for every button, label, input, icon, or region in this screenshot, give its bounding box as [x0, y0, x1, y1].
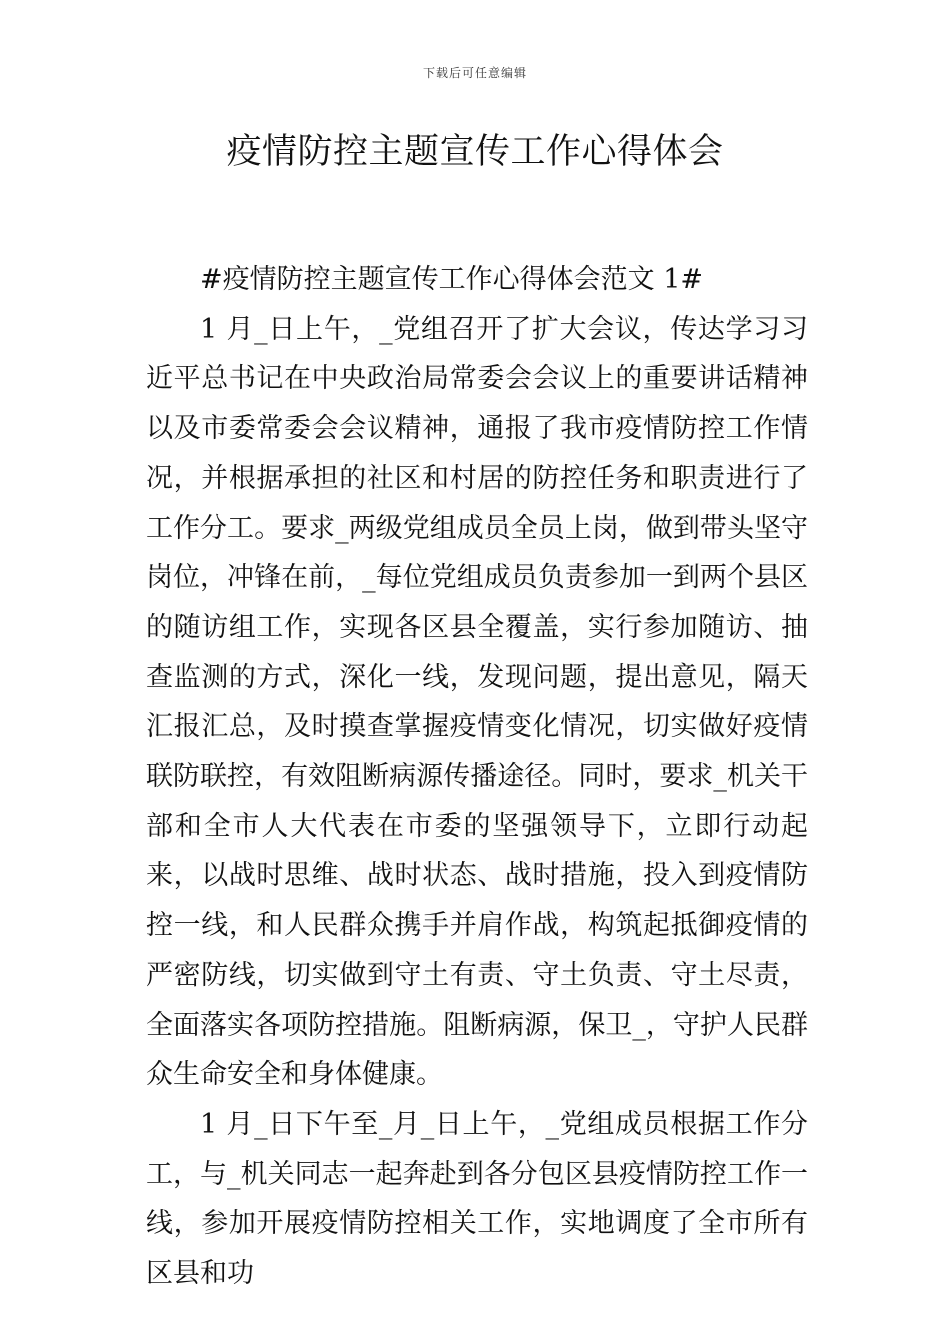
document-body: [146, 255, 808, 1299]
document-title: 疫情防控主题宣传工作心得体会: [226, 132, 724, 172]
section-heading: #疫情防控主题宣传工作心得体会范文 1#: [200, 264, 704, 295]
body-paragraph: 1 月_日下午至_月_日上午，_党组成员根据工作分工，与_机关同志一起奔赴到各分包区县疫情防控工作一线，参加开展疫情防控相关工作，实地调度了全市所有区县和功: [146, 1108, 808, 1290]
body-paragraph: 1 月_日上午，_党组召开了扩大会议，传达学习习近平总书记在中央政治局常委会会议上的重要讲话精神以及市委常委会会议精神，通报了我市疫情防控工作情况，并根据承担的社区和村居的防控任务和职责进行了工作分工。要求_两级党组成员全员上岗，做到带头坚守岗位，冲锋在前，_每位党组成员负责参加一到两个县区的随访组工作，实现各区县全覆盖，实行参加随访、抽查监测的方式，深化一线，发现问题，提出意见，隔天汇报汇总，及时摸查掌握疫情变化情况，切实做好疫情联防联控，有效阻断病源传播途径。同时，要求_机关干部和全市人大代表在市委的坚强领导下，立即行动起来，以战时思维、战时状态、战时措施，投入到疫情防控一线，和人民群众携手并肩作战，构筑起抵御疫情的严密防线，切实做到守土有责、守土负责、守土尽责，全面落实各项防控措施。阻断病源，保卫_，守护人民群众生命安全和身体健康。: [146, 313, 808, 1091]
header-note: 下载后可任意编辑: [422, 66, 527, 80]
